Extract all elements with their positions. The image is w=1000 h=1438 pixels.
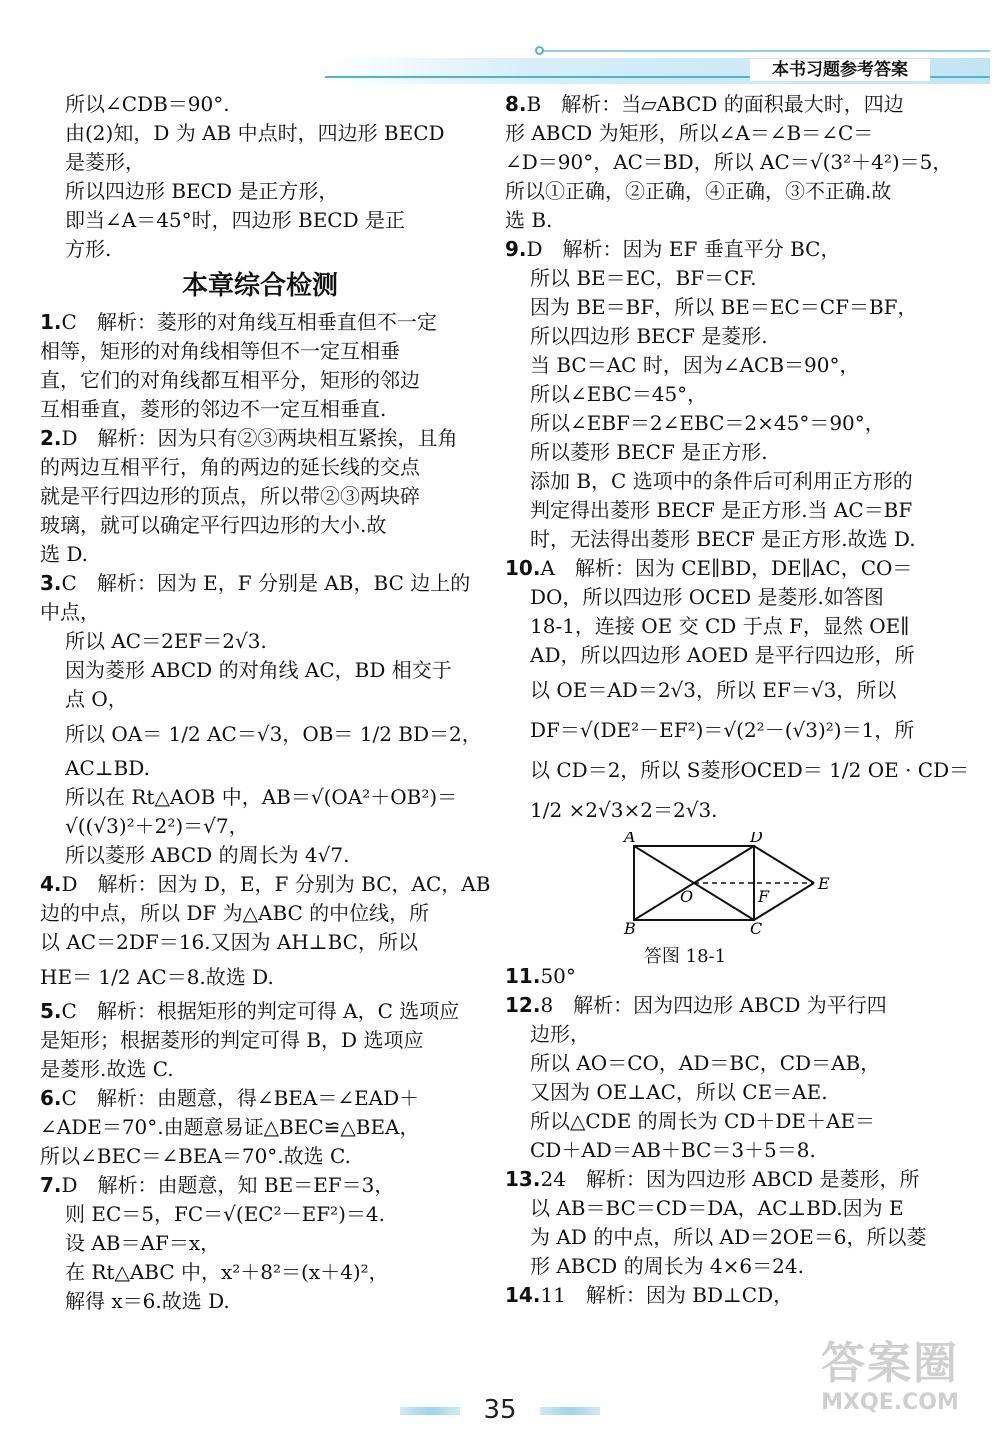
text-line: 相等，矩形的对角线相等但不一定互相垂 — [40, 339, 400, 363]
text-line: 以 AC＝2DF＝16.又因为 AH⊥BC，所以 — [40, 930, 418, 954]
text-line: 所以四边形 BECD 是正方形， — [65, 179, 339, 203]
figure-caption: 答图 18-1 — [643, 946, 727, 967]
answer-item-1 — [40, 308, 480, 337]
text-line: 所以 AC＝2EF＝2√3. — [65, 629, 267, 653]
label-f: F — [758, 887, 770, 906]
item-number: 7. — [40, 1173, 62, 1197]
answer-item-6 — [40, 1084, 480, 1113]
text-line: 所以∠EBC＝45°， — [530, 382, 708, 406]
text-line: 即当∠A＝45°时，四边形 BECD 是正 — [65, 208, 405, 232]
item-number: 2. — [40, 426, 62, 450]
item-number: 5. — [40, 999, 62, 1023]
text-line: 所以菱形 BECF 是正方形. — [530, 440, 768, 464]
right-column — [505, 90, 970, 1310]
text-line: √((√3)²＋2²)＝√7， — [65, 814, 249, 838]
header-title: 本书习题参考答案 — [750, 59, 930, 81]
label-b: B — [624, 919, 636, 936]
text-line: 18-1，连接 OE 交 CD 于点 F，显然 OE∥ — [530, 614, 910, 638]
text-line: 所以 AO＝CO，AD＝BC，CD＝AB， — [530, 1051, 881, 1075]
text-line: DO，所以四边形 OCED 是菱形.如答图 — [530, 585, 884, 609]
item-number: 12. — [505, 993, 541, 1017]
answer-item-2 — [40, 424, 480, 453]
text-line: 解得 x＝6.故选 D. — [65, 1289, 230, 1313]
text-line: 8 解析：因为四边形 ABCD 为平行四 — [540, 993, 887, 1017]
text-line: 以 OE＝AD＝2√3，所以 EF＝√3，所以 — [530, 678, 897, 702]
text-line: 11 解析：因为 BD⊥CD， — [540, 1283, 794, 1307]
watermark-text: 答案圈 — [821, 1338, 959, 1389]
answer-item-5 — [40, 997, 480, 1026]
text-line: AC⊥BD. — [65, 756, 150, 780]
text-line: ∠D＝90°，AC＝BD，所以 AC＝√(3²＋4²)＝5， — [505, 150, 953, 174]
text-line: C 解析：由题意，得∠BEA＝∠EAD＋ — [61, 1086, 420, 1110]
item-number: 6. — [40, 1086, 62, 1110]
text-line: 形 ABCD 的周长为 4×6＝24. — [530, 1254, 804, 1278]
item-number: 14. — [505, 1283, 541, 1307]
text-line: 1/2 ×2√3×2＝2√3. — [530, 798, 718, 822]
figure-18-1 — [620, 832, 850, 967]
answer-item-8 — [505, 90, 930, 119]
text-line: B 解析：当▱ABCD 的面积最大时，四边 — [526, 92, 904, 116]
page-footer — [380, 1395, 620, 1425]
text-line: 所以△CDE 的周长为 CD＋DE＋AE＝ — [530, 1109, 876, 1133]
text-line: 所以四边形 BECF 是菱形. — [530, 324, 768, 348]
item-number: 8. — [505, 92, 527, 116]
answer-item-12 — [505, 991, 930, 1020]
text-line: 在 Rt△ABC 中，x²＋8²＝(x＋4)²， — [65, 1260, 389, 1284]
text-line: 是菱形， — [65, 150, 145, 174]
rhombus-diagram — [620, 832, 850, 936]
text-line: 所以 OA＝ 1/2 AC＝√3，OB＝ 1/2 BD＝2， — [65, 722, 482, 746]
text-line: 时，无法得出菱形 BECF 是正方形.故选 D. — [530, 527, 916, 551]
text-line: 以 AB＝BC＝CD＝DA，AC⊥BD.因为 E — [530, 1196, 904, 1220]
text-line: A 解析：因为 CE∥BD，DE∥AC，CO＝ — [540, 556, 913, 580]
item-number: 10. — [505, 556, 541, 580]
answer-item-7 — [40, 1171, 480, 1200]
text-line: 24 解析：因为四边形 ABCD 是菱形，所 — [540, 1167, 920, 1191]
text-line: D 解析：因为 D，E，F 分别为 BC，AC，AB — [61, 872, 491, 896]
label-c: C — [750, 919, 763, 936]
text-line: 所以∠BEC＝∠BEA＝70°.故选 C. — [40, 1144, 351, 1168]
text-line: 由(2)知，D 为 AB 中点时，四边形 BECD — [65, 121, 445, 145]
text-line: 直，它们的对角线都互相平分，矩形的邻边 — [40, 368, 420, 392]
text-line: D 解析：因为只有②③两块相互紧挨，且角 — [61, 426, 458, 450]
text-line: C 解析：根据矩形的判定可得 A，C 选项应 — [61, 999, 460, 1023]
text-line: 是矩形；根据菱形的判定可得 B，D 选项应 — [40, 1028, 424, 1052]
text-line: 形 ABCD 为矩形，所以∠A＝∠B＝∠C＝ — [505, 121, 874, 145]
text-line: 所以在 Rt△AOB 中，AB＝√(OA²＋OB²)＝ — [65, 785, 458, 809]
text-line: 选 B. — [505, 208, 553, 232]
item-number: 3. — [40, 571, 62, 595]
left-column — [40, 90, 491, 1316]
text-line: AD，所以四边形 AOED 是平行四边形，所 — [530, 643, 915, 667]
text-line: C 解析：因为 E，F 分别是 AB，BC 边上的 — [61, 571, 471, 595]
text-line: 判定得出菱形 BECF 是正方形.当 AC＝BF — [530, 498, 913, 522]
answer-item-4 — [40, 870, 491, 899]
text-line: 所以菱形 ABCD 的周长为 4√7. — [65, 843, 350, 867]
item-number: 9. — [505, 237, 527, 261]
segment-de — [754, 846, 814, 883]
text-line: 设 AB＝AF＝x， — [65, 1231, 221, 1255]
text-line: 因为 BE＝BF，所以 BE＝EC＝CF＝BF， — [530, 295, 918, 319]
text-line: 则 EC＝5，FC＝√(EC²－EF²)＝4. — [65, 1202, 386, 1226]
answer-item-3 — [40, 569, 480, 598]
section-title: 本章综合检测 — [181, 271, 338, 301]
label-d: D — [750, 832, 763, 846]
text-line: 当 BC＝AC 时，因为∠ACB＝90°， — [530, 353, 860, 377]
text-line: 所以∠CDB＝90°. — [65, 92, 230, 116]
answer-item-14 — [505, 1281, 930, 1310]
label-e: E — [818, 874, 830, 893]
text-line: D 解析：因为 EF 垂直平分 BC， — [526, 237, 841, 261]
text-line: D 解析：由题意，知 BE＝EF＝3， — [61, 1173, 395, 1197]
answer-item-13 — [505, 1165, 930, 1194]
item-number: 11. — [505, 964, 541, 988]
header-rule-top — [540, 50, 990, 52]
item-number: 1. — [40, 310, 62, 334]
text-line: 选 D. — [40, 542, 89, 566]
text-line: 所以①正确，②正确，④正确，③不正确.故 — [505, 179, 892, 203]
text-line: 中点， — [40, 600, 100, 624]
text-line: ∠ADE＝70°.由题意易证△BEC≌△BEA， — [40, 1115, 420, 1139]
text-line: 方形. — [65, 237, 112, 261]
label-o: O — [680, 887, 694, 906]
text-line: 所以∠EBF＝2∠EBC＝2×45°＝90°， — [530, 411, 885, 435]
text-line: 是菱形.故选 C. — [40, 1057, 174, 1081]
answer-item-9 — [505, 235, 930, 264]
text-line: 玻璃，就可以确定平行四边形的大小.故 — [40, 513, 387, 537]
text-line: 添加 B，C 选项中的条件后可利用正方形的 — [530, 469, 913, 493]
text-line: 为 AD 的中点，所以 AD＝2OE＝6，所以菱 — [530, 1225, 927, 1249]
watermark-logo — [795, 1338, 985, 1433]
text-line: 的两边互相平行，角的两边的延长线的交点 — [40, 455, 420, 479]
text-line: 所以 BE＝EC，BF＝CF. — [530, 266, 757, 290]
text-line: 50° — [540, 964, 576, 988]
answer-item-10 — [505, 554, 930, 583]
text-line: 边形， — [530, 1022, 590, 1046]
footer-decoration — [540, 1407, 600, 1415]
item-number: 13. — [505, 1167, 541, 1191]
watermark-url: MXQE.COM — [821, 1390, 959, 1415]
text-line: DF＝√(DE²－EF²)＝√(2²－(√3)²)＝1，所 — [530, 718, 915, 742]
item-number: 4. — [40, 872, 62, 896]
header-dot-icon — [535, 46, 544, 55]
text-line: C 解析：菱形的对角线互相垂直但不一定 — [61, 310, 437, 334]
text-line: CD＋AD＝AB＋BC＝3＋5＝8. — [530, 1138, 816, 1162]
text-line: HE＝ 1/2 AC＝8.故选 D. — [40, 965, 274, 989]
text-line: 互相垂直，菱形的邻边不一定互相垂直. — [40, 397, 387, 421]
text-line: 因为菱形 ABCD 的对角线 AC，BD 相交于 — [65, 658, 452, 682]
text-line: 边的中点，所以 DF 为△ABC 的中位线，所 — [40, 901, 430, 925]
label-a: A — [624, 832, 636, 846]
text-line: 又因为 OE⊥AC，所以 CE＝AE. — [530, 1080, 828, 1104]
text-line: 就是平行四边形的顶点，所以带②③两块碎 — [40, 484, 420, 508]
page-number: 35 — [483, 1395, 517, 1425]
text-line: 以 CD＝2，所以 S菱形OCED＝ 1/2 OE · CD＝ — [530, 758, 970, 782]
text-line: 点 O， — [65, 687, 128, 711]
footer-decoration — [400, 1407, 460, 1415]
